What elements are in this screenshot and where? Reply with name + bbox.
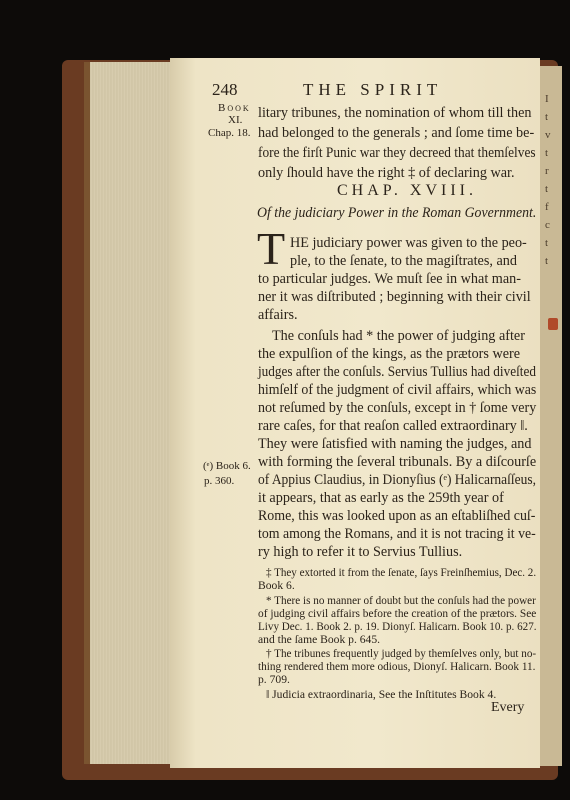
chapter-heading: CHAP. XVIII. — [337, 182, 477, 199]
page-tab-marker — [548, 318, 558, 330]
paragraph-line: The conſuls had * the power of judging after — [272, 328, 525, 344]
paragraph-line: Rome, this was looked upon as an eſtabliſhed cuſ- — [258, 508, 536, 524]
paragraph-line: judges after the conſuls. Servius Tullius had diveſted — [258, 364, 536, 380]
chapter-title: Of the judiciary Power in the Roman Government. — [257, 205, 537, 221]
paragraph-line: himſelf of the judgment of civil affairs, which was — [258, 382, 537, 398]
footnote-line: Livy Dec. 1. Book 2. p. 19. Dionyſ. Halicarn. Book 10. p. 627. — [258, 620, 537, 633]
margin-book-label: Book — [218, 102, 251, 114]
paragraph-line: ry high to refer it to Servius Tullius. — [258, 544, 463, 560]
footnote-line: ‖ Judicia extraordinaria, See the Inſtitutes Book 4. — [266, 688, 497, 701]
catchword: Every — [491, 700, 525, 715]
paragraph-line: ner it was diſtributed ; beginning with their civil — [258, 289, 531, 305]
opening-line: fore the firſt Punic war they decreed that themſelves — [258, 145, 536, 161]
running-head: THE SPIRIT — [303, 80, 443, 99]
facing-page-letters: I t v t r t f c t t — [545, 93, 551, 267]
paragraph-line: tom among the Romans, and it is not tracing it ve- — [258, 526, 536, 542]
margin-chapter-label: Chap. 18. — [208, 127, 251, 139]
footnote-line: Book 6. — [258, 579, 295, 592]
paragraph-line: HE judiciary power was given to the peo- — [290, 235, 527, 251]
page-edges — [84, 62, 182, 764]
footnote-line: of judging civil affairs before the creation of the prætors. See — [258, 607, 537, 620]
footnote-line: and the ſame Book p. 645. — [258, 633, 381, 646]
margin-reference-page: p. 360. — [204, 475, 235, 487]
margin-reference-book: (ᵉ) Book 6. — [203, 460, 251, 472]
paragraph-line: of Appius Claudius, in Dionyſius (ᵉ) Halicarnaſſeus, — [258, 472, 536, 488]
paragraph-line: the expulſion of the kings, as the prætors were — [258, 346, 521, 362]
page-number: 248 — [212, 80, 238, 99]
footnote-line: * There is no manner of doubt but the conſuls had the power — [266, 594, 536, 607]
paragraph-line: ple, to the ſenate, to the magiſtrates, and — [290, 253, 517, 269]
paragraph-line: affairs. — [258, 307, 298, 323]
margin-book-number: XI. — [228, 114, 243, 126]
footnote-line: p. 709. — [258, 673, 290, 686]
paragraph-line: not reſumed by the conſuls, except in † ſome very — [258, 400, 537, 416]
footnote-line: † The tribunes frequently judged by themſelves only, but no- — [266, 647, 537, 660]
footnote-line: thing rendered them more odious, Dionyſ. Halicarn. Book 11. — [258, 660, 536, 673]
drop-cap: T — [257, 223, 286, 274]
paragraph-line: They were ſatisfied with naming the judges, and — [258, 436, 532, 452]
opening-line: only ſhould have the right ‡ of declaring war. — [258, 165, 515, 181]
footnote-line: ‡ They extorted it from the ſenate, ſays Freinſhemius, Dec. 2. — [266, 566, 537, 579]
paragraph-line: to particular judges. We muſt ſee in what man- — [258, 271, 521, 287]
opening-line: had belonged to the generals ; and ſome time be- — [258, 125, 535, 141]
opening-line: litary tribunes, the nomination of whom till then — [258, 105, 532, 121]
paragraph-line: with forming the ſeveral tribunals. By a diſcourſe — [258, 454, 537, 470]
paragraph-line: rare caſes, for that reaſon called extraordinary ‖. — [258, 418, 528, 434]
paragraph-line: it appears, that as early as the 259th year of — [258, 490, 504, 506]
